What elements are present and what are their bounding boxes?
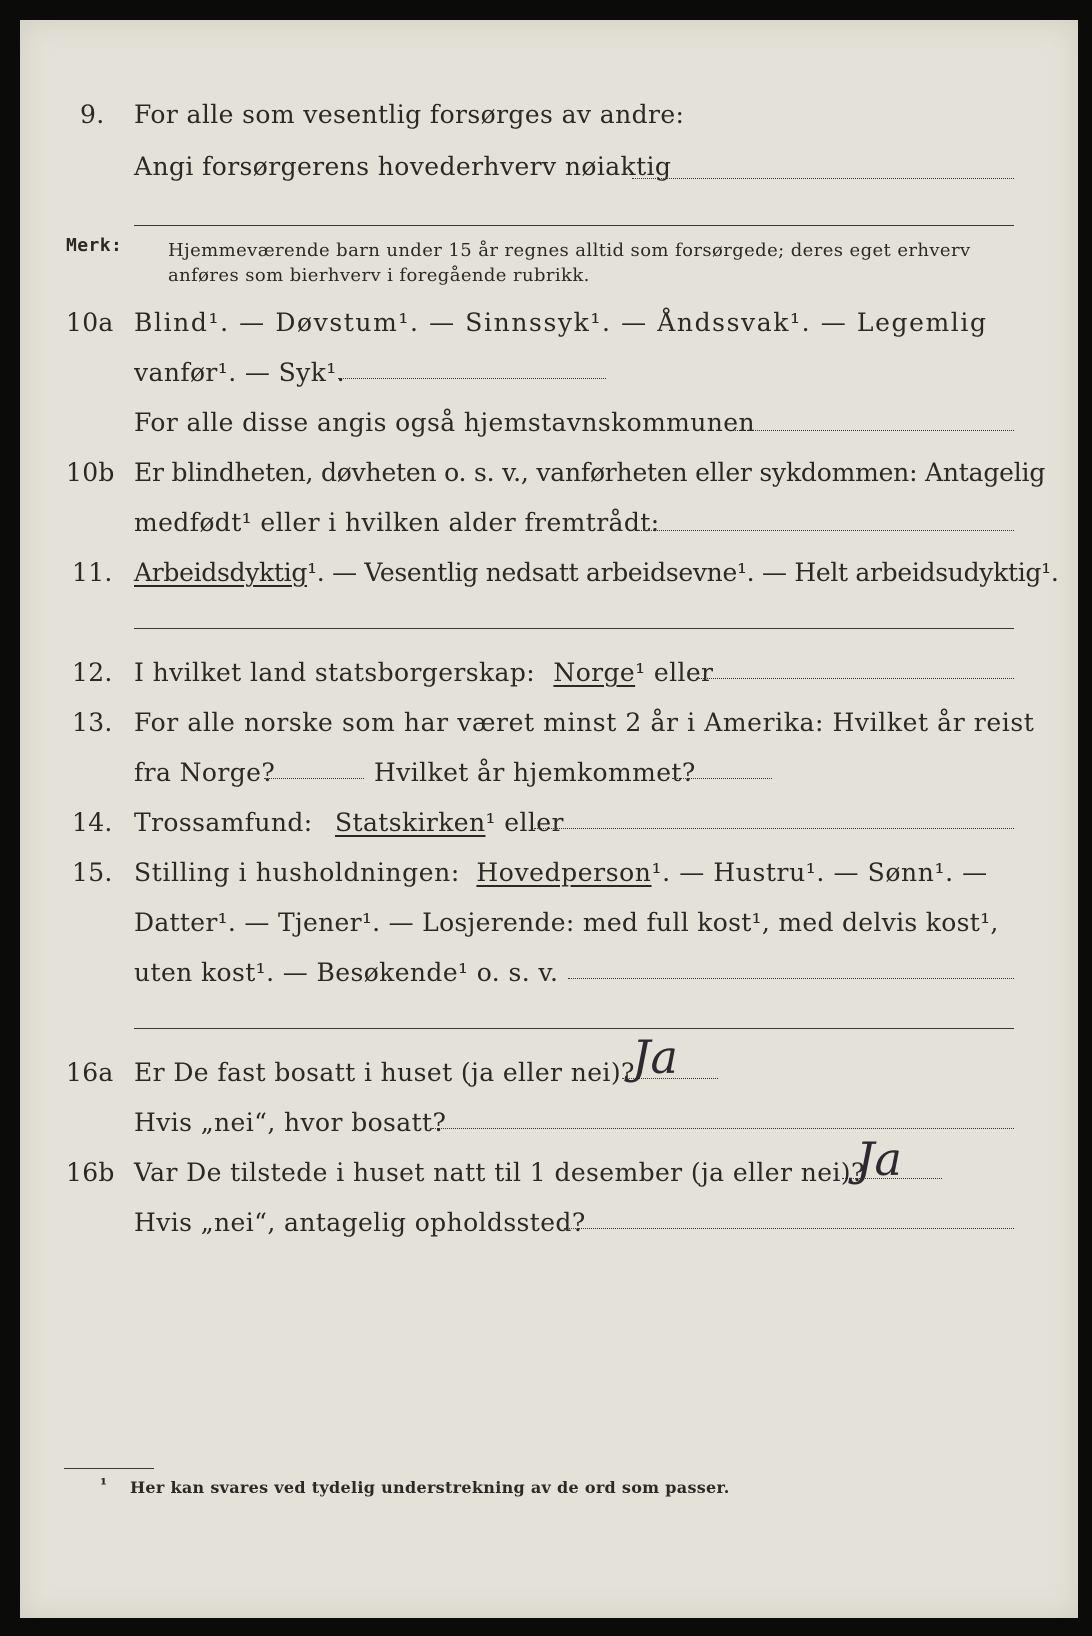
q15-option-hovedperson: Hovedperson	[476, 858, 652, 887]
q10b-number: 10b	[66, 458, 115, 487]
merk-line1: Hjemmeværende barn under 15 år regnes alltid som forsørgede; deres eget erhverv	[168, 240, 971, 261]
q10b-answer-line	[638, 530, 1014, 531]
q12-option-norge: Norge	[553, 658, 636, 687]
q10a-line1: Blind¹. — Døvstum¹. — Sinnssyk¹. — Åndssvak¹. — Legemlig	[134, 308, 988, 337]
q12-question: I hvilket land statsborgerskap:	[134, 658, 536, 687]
q16b-handwritten-answer: Ja	[856, 1132, 902, 1186]
q13-line1: For alle norske som har været minst 2 år i Amerika: Hvilket år reist	[134, 708, 1035, 737]
q9-answer-line	[632, 178, 1014, 179]
q16a-handwritten-answer: Ja	[632, 1030, 678, 1084]
q15-answer-line-2	[134, 1028, 1014, 1029]
q15-number: 15.	[72, 858, 113, 887]
footnote-mark: ¹	[100, 1475, 108, 1494]
q9-line1: For alle som vesentlig forsørges av andre:	[134, 100, 685, 129]
q16b-opholdssted-line	[564, 1228, 1014, 1229]
q10a-number: 10a	[66, 308, 114, 337]
form-page	[20, 20, 1078, 1618]
q11-answer-line	[134, 628, 1014, 629]
footnote-rule	[64, 1468, 154, 1469]
q12-number: 12.	[72, 658, 113, 687]
footnote-text: Her kan svares ved tydelig understrekning av de ord som passer.	[130, 1478, 730, 1497]
q14-option-statskirken: Statskirken	[335, 808, 486, 837]
q10a-home-line	[732, 430, 1014, 431]
q14-post: ¹ eller	[485, 808, 564, 837]
q11-rest: ¹. — Vesentlig nedsatt arbeidsevne¹. — Helt arbeidsudyktig¹.	[307, 558, 1059, 587]
q10a-line2: vanfør¹. — Syk¹.	[134, 358, 346, 387]
q15-line2: Datter¹. — Tjener¹. — Losjerende: med full kost¹, med delvis kost¹,	[134, 908, 999, 937]
q12-post: ¹ eller	[635, 658, 714, 687]
q16a-line2: Hvis „nei“, hvor bosatt?	[134, 1108, 447, 1137]
q16a-line1: Er De fast bosatt i huset (ja eller nei)?	[134, 1058, 635, 1087]
q14-line	[134, 808, 564, 837]
q12-line	[134, 658, 713, 687]
q13-line2a: fra Norge?	[134, 758, 276, 787]
merk-label: Merk:	[66, 235, 123, 256]
q15-question: Stilling i husholdningen:	[134, 858, 460, 887]
q16b-line1: Var De tilstede i huset natt til 1 desember (ja eller nei)?	[134, 1158, 865, 1187]
q11-number: 11.	[72, 558, 113, 587]
q14-answer-line	[534, 828, 1014, 829]
q16b-line2: Hvis „nei“, antagelig opholdssted?	[134, 1208, 586, 1237]
q12-answer-line	[696, 678, 1014, 679]
q16b-number: 16b	[66, 1158, 115, 1187]
q9-number: 9.	[80, 100, 105, 129]
q13-reist-line	[264, 778, 364, 779]
q16a-bosatt-line	[432, 1128, 1014, 1129]
q10a-line3: For alle disse angis også hjemstavnskommunen	[134, 408, 755, 437]
q13-hjemkommet-line	[672, 778, 772, 779]
q13-number: 13.	[72, 708, 113, 737]
q10b-line2: medfødt¹ eller i hvilken alder fremtrådt:	[134, 508, 660, 537]
q10a-syk-line	[338, 378, 606, 379]
q16a-number: 16a	[66, 1058, 114, 1087]
merk-line2: anføres som bierhverv i foregående rubrikk.	[168, 265, 590, 286]
q11-option-arbeidsdyktig: Arbeidsdyktig	[134, 558, 308, 587]
q15-line1	[134, 858, 988, 887]
q9-answer-line-2	[134, 225, 1014, 226]
q10b-line1: Er blindheten, døvheten o. s. v., vanførheten eller sykdommen: Antagelig	[134, 458, 1046, 487]
q15-line3: uten kost¹. — Besøkende¹ o. s. v.	[134, 958, 559, 987]
q14-number: 14.	[72, 808, 113, 837]
q15-post: ¹. — Hustru¹. — Sønn¹. —	[651, 858, 988, 887]
q11-line	[134, 558, 1059, 587]
q15-answer-line	[568, 978, 1014, 979]
q14-question: Trossamfund:	[134, 808, 313, 837]
q9-line2: Angi forsørgerens hovederhverv nøiaktig	[134, 152, 672, 181]
q13-line2b: Hvilket år hjemkommet?	[374, 758, 696, 787]
